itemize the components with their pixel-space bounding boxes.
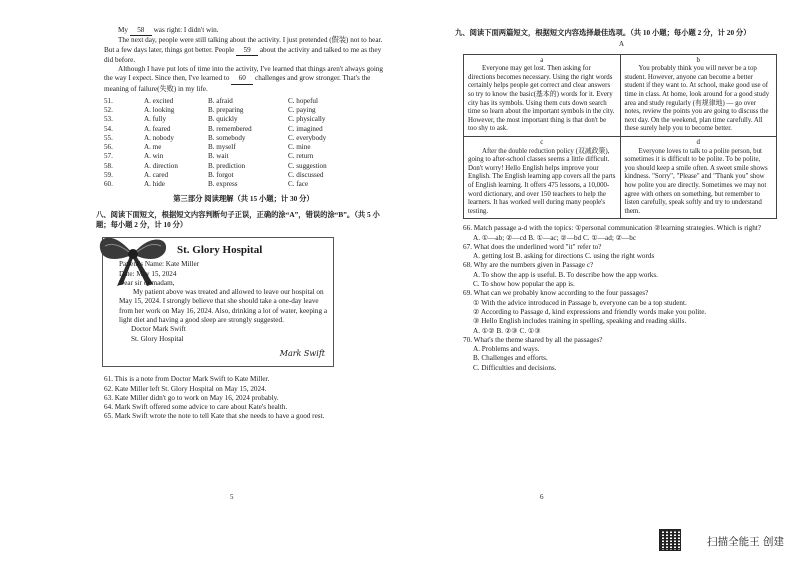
option-b: B. somebody <box>208 133 246 142</box>
option-b: B. remembered <box>208 124 252 133</box>
page-number-left: 5 <box>230 493 234 501</box>
question-option: C. To show how popular the app is. <box>473 280 575 289</box>
statement-item: 65. Mark Swift wrote the note to tell Kate that she needs to have a good rest. <box>104 412 325 421</box>
question-option: A. ①—ab; ②—cd B. ①—ac; ②—bd C. ①—ad; ②—bc <box>473 233 637 242</box>
option-a: A. direction <box>144 161 178 170</box>
question-option: A. getting lost B. asking for directions C. using the right words <box>473 252 655 261</box>
question-option: C. Difficulties and decisions. <box>473 363 557 372</box>
option-a: A. hide <box>144 179 165 188</box>
question-stem: 68. Why are the numbers given in Passage c? <box>463 261 594 270</box>
doctor-signature: Mark Swift <box>279 349 325 359</box>
scanner-watermark: 扫描全能王 创建 <box>707 536 784 548</box>
question-option: ① With the advice introduced in Passage b, everyone can be a top student. <box>473 298 687 307</box>
option-a: A. excited <box>144 97 174 106</box>
page-number-right: 6 <box>540 493 544 501</box>
cloze-paragraph-1: My 58 was right: I didn't win. <box>104 26 383 36</box>
option-c: C. physically <box>288 115 326 124</box>
section-3-title: 第三部分 阅读理解（共 15 小题；计 30 分） <box>173 194 314 204</box>
option-row <box>104 162 383 171</box>
option-c: C. suggestion <box>288 161 327 170</box>
question-stem: 69. What can we probably know according to the four passages? <box>463 289 649 298</box>
option-c: C. discussed <box>288 170 324 179</box>
statement-item: 64. Mark Swift offered some advice to care about Kate's health. <box>104 403 288 412</box>
option-c: C. return <box>288 152 314 161</box>
option-row <box>104 180 383 189</box>
option-row <box>104 106 383 115</box>
option-a: A. looking <box>144 106 175 115</box>
letter-hospital: St. Glory Hospital <box>131 334 184 343</box>
option-b: B. afraid <box>208 97 233 106</box>
option-n: 55. <box>104 133 113 142</box>
question-option: B. Challenges and efforts. <box>473 354 548 363</box>
option-c: C. paying <box>288 106 316 115</box>
letter-body <box>119 260 329 344</box>
part-8-heading: 八、阅读下面短文，根据短文内容判断句子正误，正确的涂“A”，错误的涂“B”。（共 5 小题；每小题 2 分，计 10 分） <box>96 210 380 229</box>
question-option: ③ Hello English includes training in spelling, speaking and reading skills. <box>473 317 687 326</box>
letter-doctor: Doctor Mark Swift <box>131 325 186 334</box>
option-b: B. express <box>208 179 238 188</box>
option-b: B. myself <box>208 143 236 152</box>
option-a: A. cared <box>144 170 169 179</box>
question-option: A. To show the app is useful. B. To describe how the app works. <box>473 270 658 279</box>
option-n: 54. <box>104 124 113 133</box>
question-option: ② According to Passage d, kind expressions and friendly words make you polite. <box>473 307 707 316</box>
qr-code-icon <box>659 529 681 551</box>
passage-d: d Everyone loves to talk to a polite person, but sometimes it is difficult to be polite. To be polite, you should keep a smile often. A sweet smile shows kindness. "Sorry", "Please" and "Thank you" show how polite you are directly. Sometimes we may not agree with others on something, but remember to listen carefully, speak softly and try to understand them. <box>620 136 777 218</box>
option-row <box>104 152 383 161</box>
option-n: 60. <box>104 179 113 188</box>
statement-item: 61. This is a note from Doctor Mark Swift to Kate Miller. <box>104 375 270 384</box>
statement-item: 62. Kate Miller left St. Glory Hospital on May 15, 2024. <box>104 384 267 393</box>
question-stem: 66. Match passage a-d with the topics: ①personal communication ②learning strategies. Which is right? <box>463 224 761 233</box>
hospital-note <box>102 237 334 367</box>
true-false-statements <box>104 375 383 421</box>
option-a: A. fully <box>144 115 167 124</box>
option-b: B. forgot <box>208 170 234 179</box>
option-a: A. nobody <box>144 133 174 142</box>
cloze-options <box>104 97 383 189</box>
option-row <box>104 134 383 143</box>
option-row <box>104 171 383 180</box>
cloze-paragraph-2: The next day, people were still talking about the activity. I just pretended (假装) not to hear. But a few days later, things got better. People 59 about the activity and talked to me as they did before. <box>104 36 383 64</box>
option-n: 57. <box>104 152 113 161</box>
patient-name: Patient's Name: Kate Miller <box>119 260 200 269</box>
option-row <box>104 125 383 134</box>
option-row <box>104 97 383 106</box>
option-row <box>104 143 383 152</box>
letter-date: Date: May 15, 2024 <box>119 269 177 278</box>
multiple-choice-questions <box>463 224 780 373</box>
passage-b: b You probably think you will never be a top student. However, anyone can become a better student if they want to. At school, make good use of time in class. At home, look around for a good study area and study regularly (有规律地) — go over notes, review the points you are going to discuss the next day. On the weekend, plan time carefully. All these surely help you to become better. <box>620 54 777 136</box>
option-b: B. prediction <box>208 161 246 170</box>
option-c: C. everybody <box>288 133 327 142</box>
question-stem: 70. What's the theme shared by all the passages? <box>463 335 603 344</box>
option-b: B. preparing <box>208 106 244 115</box>
passage-label: A <box>618 39 625 48</box>
option-c: C. face <box>288 179 309 188</box>
option-b: B. wait <box>208 152 229 161</box>
cloze-paragraph-3: Although I have put lots of time into the activity, I've learned that things aren't always going the way I expect. Since then, I've learned to 60 challenges and grow stronger. That's the meaning of failure(失败) in my life. <box>104 65 384 93</box>
option-b: B. quickly <box>208 115 238 124</box>
question-stem: 67. What does the underlined word "it" refer to? <box>463 242 602 251</box>
question-option: A. Problems and ways. <box>473 345 540 354</box>
option-n: 52. <box>104 106 113 115</box>
passage-c: c After the double reduction policy (双减政策), going to after-school classes seems a little difficult. Don't worry! Hello English helps improve your English. The English learning app covers all the parts of English learning. It offers 475 lessons, a 10,000-word dictionary, and over 150 teachers to help the learners. It has worked well during many people's testing. <box>464 136 621 218</box>
option-a: A. me <box>144 143 162 152</box>
option-c: C. hopeful <box>288 97 318 106</box>
blank-60: 60 <box>231 74 253 84</box>
option-a: A. feared <box>144 124 171 133</box>
part-9-heading: 九、阅读下面两篇短文，根据短文内容选择最佳选项。（共 10 小题；每小题 2 分，计 20 分） <box>455 28 751 37</box>
option-c: C. imagined <box>288 124 323 133</box>
blank-58: 58 <box>130 26 152 36</box>
letter-text: My patient above was treated and allowed to leave our hospital on May 15, 2024. I strongly believe that she should take a one-day leave from her work on May 16, 2024. Also, drinking a lot of water, keeping a light diet and having a good sleep are strongly suggested. <box>119 288 328 325</box>
question-option: A. ①② B. ②③ C. ①③ <box>473 326 541 335</box>
option-row <box>104 115 383 124</box>
option-n: 56. <box>104 143 113 152</box>
blank-59: 59 <box>236 46 258 56</box>
option-c: C. mine <box>288 143 311 152</box>
statement-item: 63. Kate Miller didn't go to work on May 16, 2024 probably. <box>104 393 279 402</box>
option-n: 59. <box>104 170 113 179</box>
passages-table <box>463 54 777 220</box>
right-page <box>397 0 794 561</box>
passage-a: a Everyone may get lost. Then asking for directions becomes necessary. Using the right words certainly helps people get correct and clear answers so try to know the basic(基本的) words for it. Every city has its symbols. Using them cuts down search time so learn about the important symbols in the city. However, the most important thing is that don't be too shy to ask. <box>464 54 621 136</box>
option-n: 51. <box>104 97 113 106</box>
letter-greeting: Dear sir or madam, <box>119 278 175 287</box>
option-a: A. win <box>144 152 164 161</box>
hospital-title: St. Glory Hospital <box>177 244 263 257</box>
option-n: 53. <box>104 115 113 124</box>
option-n: 58. <box>104 161 113 170</box>
